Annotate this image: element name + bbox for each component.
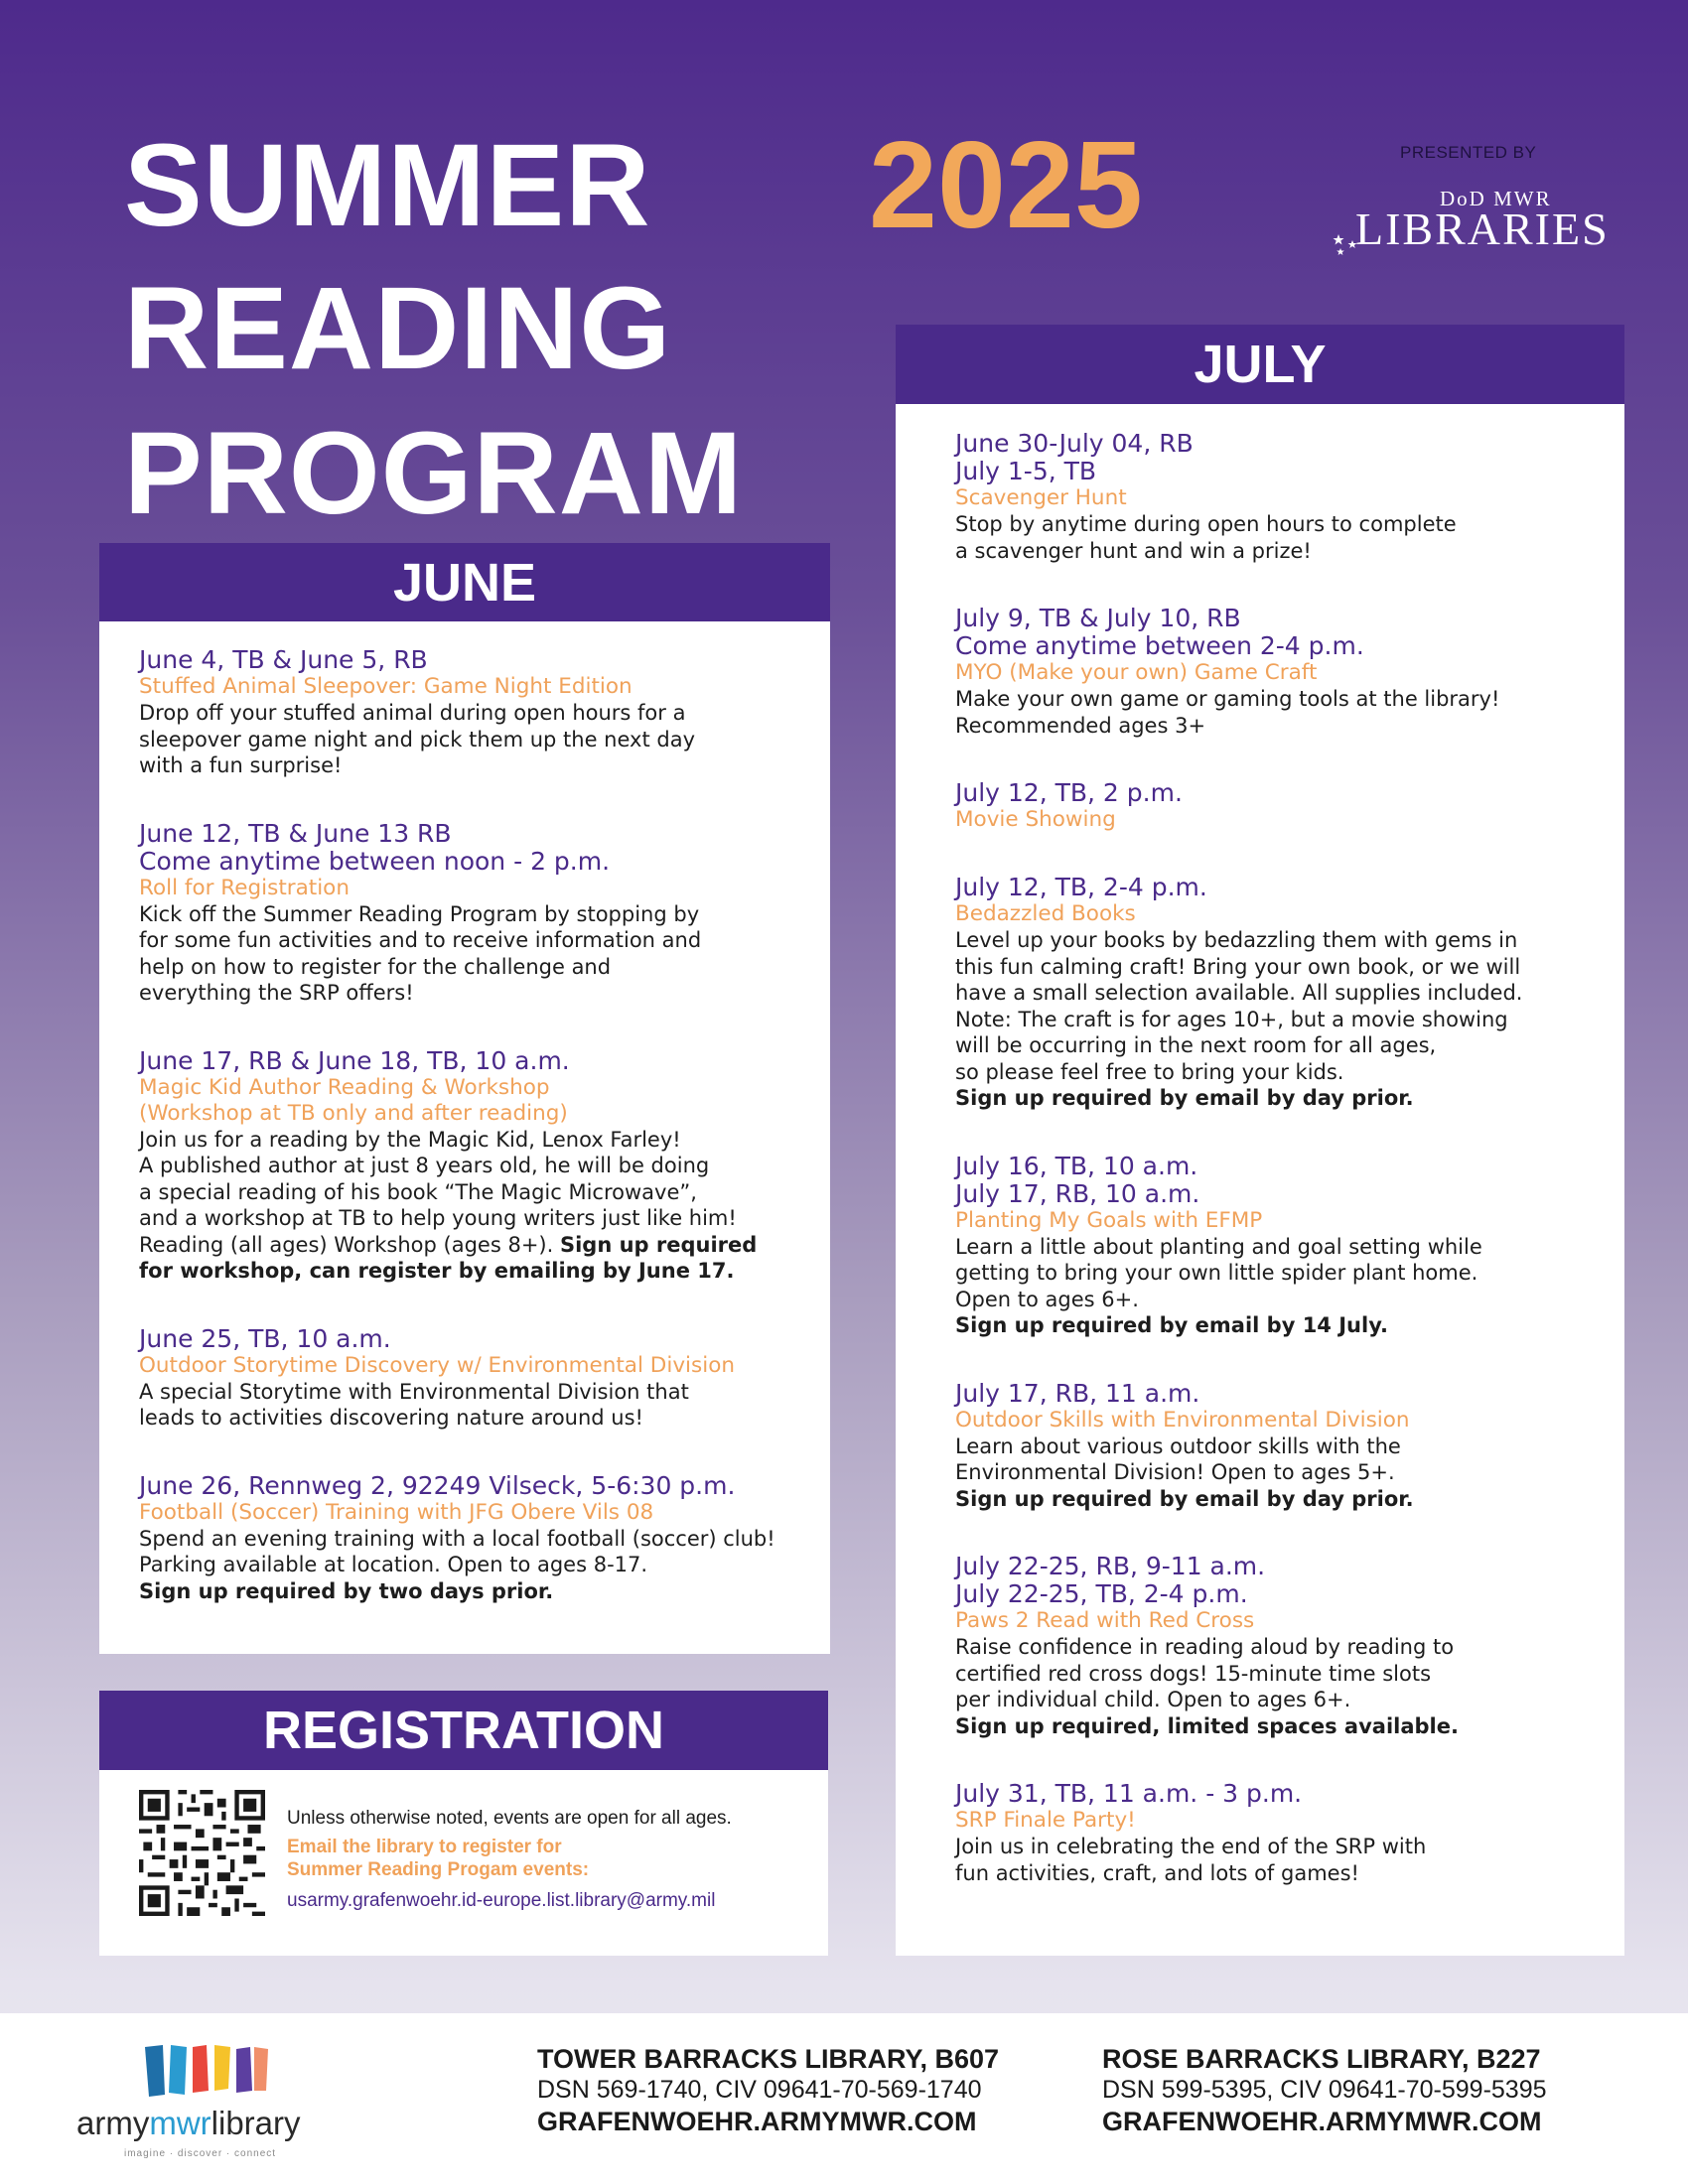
army-mwr-library-logo-icon — [143, 2041, 270, 2099]
registration-note: Unless otherwise noted, events are open for all ages. — [287, 1808, 732, 1829]
event-date: July 31, TB, 11 a.m. - 3 p.m. — [955, 1779, 1303, 1808]
event-signup-note: Sign up required by email by day prior. — [955, 1486, 1414, 1511]
event-signup-note: Sign up required, limited spaces available. — [955, 1713, 1459, 1738]
july-heading: JULY — [896, 325, 1624, 404]
event-item — [955, 605, 1620, 739]
registration-heading: REGISTRATION — [99, 1691, 828, 1770]
event-item — [955, 1153, 1620, 1339]
event-description: per individual child. Open to ages 6+. — [955, 1688, 1351, 1711]
event-date: July 16, TB, 10 a.m. — [955, 1151, 1198, 1180]
event-title: Outdoor Storytime Discovery w/ Environmental Division — [139, 1352, 735, 1378]
library-name: ROSE BARRACKS LIBRARY, B227 — [1102, 2044, 1541, 2074]
event-date: June 26, Rennweg 2, 92249 Vilseck, 5-6:30 p.m. — [139, 1470, 736, 1500]
event-date: June 4, TB & June 5, RB — [139, 645, 428, 674]
event-description: Open to ages 6+. — [955, 1287, 1139, 1311]
event-description: Reading (all ages) Workshop (ages 8+). Sign up required — [139, 1232, 758, 1257]
event-title: Roll for Registration — [139, 875, 350, 900]
event-description: fun activities, craft, and lots of games! — [955, 1860, 1359, 1885]
event-description: Spend an evening training with a local football (soccer) club! — [139, 1526, 775, 1551]
event-description: help on how to register for the challenge and — [139, 954, 612, 979]
event-title: Magic Kid Author Reading & Workshop — [139, 1074, 550, 1100]
event-description: a scavenger hunt and win a prize! — [955, 538, 1312, 563]
registration-email-label: Email the library to register for Summer Reading Progam events: — [287, 1837, 590, 1880]
event-title: Planting My Goals with EFMP — [955, 1207, 1263, 1233]
event-description: Note: The craft is for ages 10+, but a movie showing — [955, 1007, 1508, 1031]
event-date: July 17, RB, 10 a.m. — [955, 1178, 1200, 1208]
event-description: Level up your books by bedazzling them with gems in — [955, 928, 1518, 952]
event-date: July 9, TB & July 10, RB — [955, 604, 1241, 632]
event-signup-note: Sign up required by email by day prior. — [955, 1086, 1414, 1110]
event-description: sleepover game night and pick them up the next day — [139, 727, 695, 751]
event-item — [139, 1325, 834, 1432]
event-item — [139, 820, 834, 1007]
event-description: Join us for a reading by the Magic Kid, Lenox Farley! — [139, 1127, 681, 1152]
logo-dod-mwr: DoD MWR — [1440, 187, 1552, 210]
event-description: this fun calming craft! Bring your own book, or we will — [955, 954, 1521, 979]
june-heading: JUNE — [99, 543, 830, 621]
event-description: certified red cross dogs! 15-minute time slots — [955, 1661, 1432, 1686]
event-description: Join us in celebrating the end of the SRP with — [955, 1835, 1427, 1858]
event-description: Kick off the Summer Reading Program by stopping by — [139, 901, 700, 926]
event-item — [955, 874, 1620, 1112]
june-events-list — [139, 646, 834, 1645]
event-item — [139, 1472, 834, 1605]
event-description: Recommended ages 3+ — [955, 713, 1206, 738]
event-date: July 12, TB, 2 p.m. — [955, 778, 1183, 807]
event-description: Drop off your stuffed animal during open hours for a — [139, 701, 686, 725]
event-date: June 12, TB & June 13 RB — [139, 818, 452, 848]
title-program: PROGRAM — [124, 408, 744, 539]
presented-by-label: PRESENTED BY — [1400, 143, 1537, 162]
tower-barracks-library-info — [537, 2043, 999, 2137]
event-description: Environmental Division! Open to ages 5+. — [955, 1460, 1395, 1484]
event-date: July 17, RB, 11 a.m. — [955, 1378, 1200, 1408]
event-title: Bedazzled Books — [955, 901, 1136, 926]
title-reading: READING — [124, 263, 672, 394]
event-title: SRP Finale Party! — [955, 1808, 1136, 1833]
event-title: (Workshop at TB only and after reading) — [139, 1100, 568, 1126]
event-description: Parking available at location. Open to ages 8-17. — [139, 1553, 648, 1576]
library-name: TOWER BARRACKS LIBRARY, B607 — [537, 2044, 1000, 2074]
event-signup-note: for workshop, can register by emailing by June 17. — [139, 1259, 735, 1283]
event-description: and a workshop at TB to help young writers just like him! — [139, 1206, 737, 1230]
event-signup-note: Sign up required by email by 14 July. — [955, 1313, 1388, 1337]
event-date: July 22-25, RB, 9-11 a.m. — [955, 1552, 1266, 1580]
event-item — [955, 1380, 1620, 1513]
event-description: everything the SRP offers! — [139, 981, 414, 1005]
event-date: July 22-25, TB, 2-4 p.m. — [955, 1579, 1248, 1608]
event-title: MYO (Make your own) Game Craft — [955, 660, 1318, 685]
library-phone: DSN 569-1740, CIV 09641-70-569-1740 — [537, 2076, 982, 2104]
event-description: A special Storytime with Environmental Division that — [139, 1379, 689, 1404]
event-date: Come anytime between noon - 2 p.m. — [139, 846, 611, 876]
event-date: July 1-5, TB — [955, 457, 1097, 485]
library-website[interactable]: GRAFENWOEHR.ARMYMWR.COM — [537, 2107, 977, 2136]
registration-info — [287, 1807, 732, 1913]
event-description: Learn a little about planting and goal setting while — [955, 1234, 1482, 1259]
event-title: Outdoor Skills with Environmental Division — [955, 1407, 1410, 1433]
event-description: a special reading of his book “The Magic Microwave”, — [139, 1179, 697, 1204]
event-date: June 30-July 04, RB — [955, 429, 1194, 458]
event-date: Come anytime between 2-4 p.m. — [955, 631, 1364, 660]
event-signup-note: Sign up required by two days prior. — [139, 1578, 554, 1603]
stars-icon — [1331, 230, 1370, 260]
title-summer: SUMMER — [124, 120, 651, 251]
event-description: have a small selection available. All supplies included. — [955, 981, 1523, 1005]
title-year: 2025 — [869, 117, 1143, 254]
logo-libraries: LIBRARIES — [1355, 204, 1610, 254]
event-item — [955, 430, 1620, 564]
event-title: Scavenger Hunt — [955, 485, 1127, 510]
event-description: Stop by anytime during open hours to complete — [955, 512, 1457, 536]
july-events-list — [955, 430, 1620, 1927]
event-title: Football (Soccer) Training with JFG Obere Vils 08 — [139, 1499, 654, 1525]
event-description: Raise confidence in reading aloud by reading to — [955, 1635, 1455, 1659]
event-title: Paws 2 Read with Red Cross — [955, 1608, 1255, 1633]
event-item — [139, 646, 834, 779]
event-description: Learn about various outdoor skills with the — [955, 1433, 1401, 1458]
library-phone: DSN 599-5395, CIV 09641-70-599-5395 — [1102, 2076, 1547, 2104]
army-mwr-library-wordmark: armymwrlibrary — [76, 2105, 301, 2141]
event-description: getting to bring your own little spider plant home. — [955, 1261, 1478, 1285]
event-description: for some fun activities and to receive information and — [139, 928, 702, 952]
event-description: so please feel free to bring your kids. — [955, 1059, 1344, 1084]
event-title: Movie Showing — [955, 807, 1116, 832]
event-description: Make your own game or gaming tools at the library! — [955, 687, 1500, 711]
event-item — [955, 779, 1620, 833]
event-date: June 25, TB, 10 a.m. — [139, 1323, 391, 1353]
rose-barracks-library-info — [1102, 2043, 1547, 2137]
event-description: leads to activities discovering nature around us! — [139, 1406, 643, 1430]
event-item — [955, 1780, 1620, 1886]
army-mwr-tagline: imagine · discover · connect — [124, 2148, 277, 2159]
event-description: with a fun surprise! — [139, 753, 343, 777]
event-description: will be occurring in the next room for all ages, — [955, 1033, 1437, 1057]
event-date: June 17, RB & June 18, TB, 10 a.m. — [139, 1045, 570, 1075]
event-item — [139, 1047, 834, 1285]
event-title: Stuffed Animal Sleepover: Game Night Edition — [139, 674, 633, 699]
qr-code-icon[interactable] — [139, 1790, 265, 1916]
registration-email-link[interactable]: usarmy.grafenwoehr.id-europe.list.library@army.mil — [287, 1890, 716, 1911]
event-description: A published author at just 8 years old, he will be doing — [139, 1154, 710, 1177]
event-date: July 12, TB, 2-4 p.m. — [955, 873, 1207, 901]
event-item — [955, 1553, 1620, 1739]
library-website[interactable]: GRAFENWOEHR.ARMYMWR.COM — [1102, 2107, 1542, 2136]
